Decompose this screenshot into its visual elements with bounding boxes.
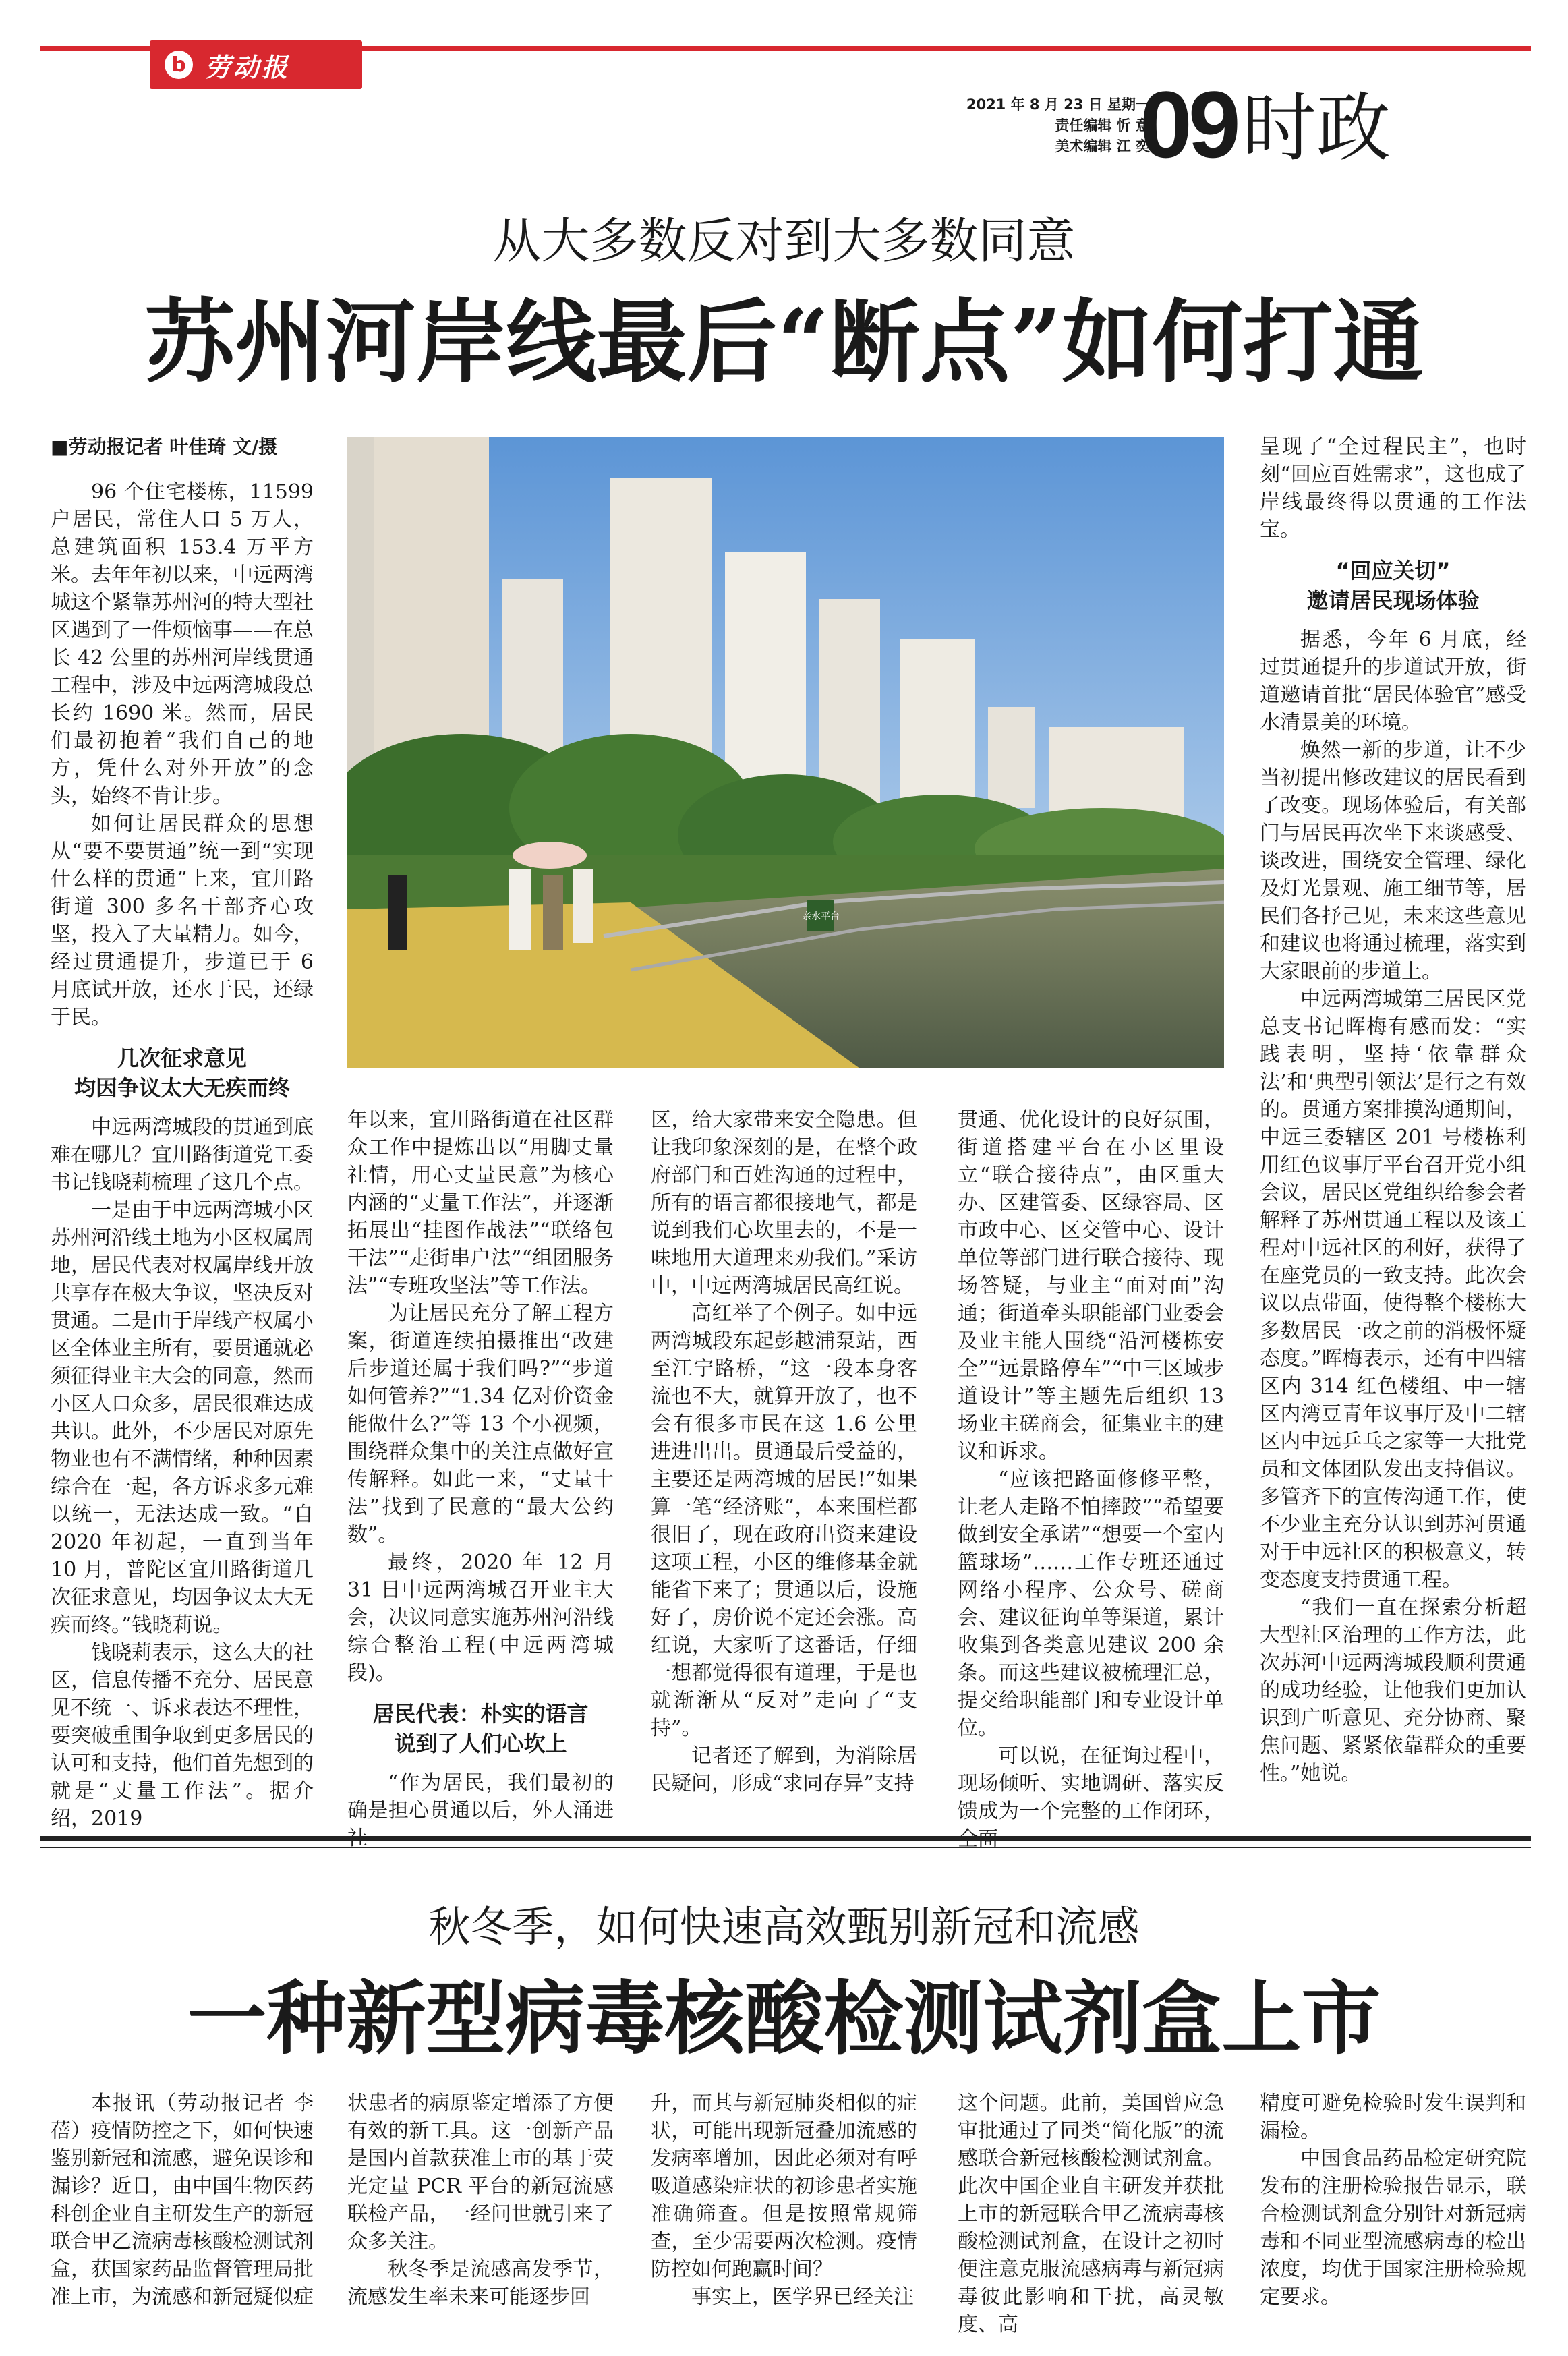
paragraph: 焕然一新的步道，让不少当初提出修改建议的居民看到了改变。现场体验后，有关部门与居民再次坐下来谈感受、谈改进，围绕安全管理、绿化及灯光景观、施工细节等，居民们各抒己见，未来这些意见和建议也将通过梳理，落实到大家眼前的步道上。 — [1260, 739, 1526, 983]
page-number: 09 — [1140, 71, 1237, 177]
newspaper-logo[interactable] — [150, 40, 362, 89]
paragraph: 状患者的病原鉴定增添了方便有效的新工具。这一创新产品是国内首款获准上市的基于荧光定量 PCR 平台的新冠流感联检产品，一经问世就引来了众多关注。 — [347, 2092, 614, 2253]
paragraph: 据悉，今年 6 月底，经过贯通提升的步道试开放，街道邀请首批“居民体验官”感受水清景美的环境。 — [1260, 628, 1526, 735]
paragraph: 可以说，在征询过程中，现场倾听、实地调研、落实反馈成为一个完整的工作闭环， — [958, 1744, 1224, 1823]
article1-column-1 — [51, 433, 314, 1833]
article2-column-2 — [347, 2090, 614, 2311]
article2-headline[interactable]: 一种新型病毒核酸检测试剂盒上市 — [187, 1972, 1381, 2065]
paragraph: 一是由于中远两湾城小区苏州河沿线土地为小区权属周地，居民代表对权属岸线开放共享存在极大争议，坚决反对贯通。二是由于岸线产权属小区全体业主所有，要贯通就必须征得业主大会的同意，然而小区人口众多，居民很难达成共识。此外，不少居民对原先物业也有不满情绪，种种因素综合在一起，各方诉求多元难以统一，无法达成一致。“自 2020 年初起，一直到当年 10 月，普陀区宜川路街道几次征求意见，均因争议太大无疾而终。”钱晓莉说。 — [51, 1199, 314, 1637]
article2-column-3 — [651, 2090, 917, 2311]
paragraph: 钱晓莉表示，这么大的社区，信息传播不充分、居民意见不统一、诉求表达不理性，要突破重围争取到更多居民的认可和支持，他们首先想到的就是“丈量工作法”。据介绍，2019 — [51, 1641, 314, 1831]
paragraph: 区，给大家带来安全隐患。但让我印象深刻的是，在整个政府部门和百姓沟通的过程中，所有的语言都很接地气，都是说到我们心坎里去的，不是一味地用大道理来劝我们。”采访中，中远两湾城居民高红说。 — [651, 1108, 917, 1298]
logo-text: 劳动报 — [205, 52, 291, 82]
paragraph: 年以来，宜川路街道在社区群众工作中提炼出以“用脚丈量社情，用心丈量民意”为核心内涵的“丈量工作法”，并逐渐拓展出“挂图作战法”“联络包干法”“走街串户法”“组团服务法”“专班攻坚法”等工作法。 — [347, 1108, 614, 1298]
article1-column-3 — [651, 1106, 917, 1798]
editor-credit: 责任编辑 忻 意 — [1055, 117, 1150, 134]
paragraph: 精度可避免检验时发生误判和漏检。 — [1260, 2092, 1526, 2143]
article1-kicker: 从大多数反对到大多数同意 — [492, 212, 1076, 269]
issue-date: 2021 年 8 月 23 日 星期一 — [966, 96, 1150, 113]
article1-photo[interactable] — [347, 437, 1224, 1068]
article1-subhead-3: “回应关切” 邀请居民现场体验 — [1306, 558, 1480, 613]
paragraph: 这个问题。此前，美国曾应急审批通过了同类“简化版”的流感联合新冠核酸检测试剂盒。此次中国企业自主研发并获批上市的新冠联合甲乙流病毒核酸检测试剂盒，在设计之初时便注意克服流感病毒与新冠病毒彼此影响和干扰，高灵敏度、高 — [958, 2092, 1224, 2336]
paragraph: 高红举了个例子。如中远两湾城段东起彭越浦泵站，西至江宁路桥，“这一段本身客流也不大，就算开放了，也不会有很多市民在这 1.6 公里进进出出。贯通最后受益的，主要还是两湾城的居民!”如果算一笔“经济账”，本来围栏都很旧了，现在政府出资来建设这项工程，小区的维修基金就能省下来了；贯通以后，设施好了，房价说不定还会涨。高红说，大家听了这番话，仔细一想都觉得很有道理，于是也就渐渐从“反对”走向了“支持”。 — [651, 1302, 917, 1740]
article1-byline: ■劳动报记者 叶佳琦 文/摄 — [51, 436, 278, 458]
article1-headline[interactable]: 苏州河岸线最后“断点”如何打通 — [144, 289, 1424, 395]
article2-column-1 — [51, 2090, 314, 2311]
paragraph: 秋冬季是流感高发季节，流感发生率未来可能逐步回 — [347, 2258, 614, 2309]
article1-column-5 — [1260, 433, 1526, 1787]
paragraph: “我们一直在探索分析超大型社区治理的工作方法，此次苏河中远两湾城段顺利贯通的成功经验，让他我们更加认识到广听意见、充分协商、聚焦问题、紧紧依靠群众的重要性。”她说。 — [1260, 1596, 1526, 1785]
issue-meta — [966, 94, 1150, 157]
section-title: 时政 — [1242, 85, 1391, 171]
paragraph: 升，而其与新冠肺炎相似的症状，可能出现新冠叠加流感的发病率增加，因此必须对有呼吸道感染症状的初诊患者实施准确筛查。但是按照常规筛查，至少需要两次检测。疫情防控如何跑赢时间？ — [651, 2092, 917, 2281]
paragraph: 中远两湾城段的贯通到底难在哪儿？宜川路街道党工委书记钱晓莉梳理了这几个点。 — [51, 1116, 314, 1195]
article1-column-4 — [958, 1106, 1224, 1853]
paragraph: “应该把路面修修平整，让老人走路不怕摔跤”“希望要做到安全承诺”“想要一个室内篮球场”……工作专班还通过网络小程序、公众号、磋商会、建议征询单等渠道，累计收集到各类意见建议 200 余条。而这些建议被梳理汇总，提交给职能部门和专业设计单位。 — [958, 1468, 1224, 1740]
paragraph: 为让居民充分了解工程方案，街道连续拍摄推出“改建后步道还属于我们吗?”“步道如何管养?”“1.34 亿对价资金能做什么?”等 13 个小视频，围绕群众集中的关注点做好宣传解释。如此一来，“丈量十法”找到了民意的“最大公约数”。 — [347, 1302, 614, 1547]
article2-column-5 — [1260, 2090, 1526, 2311]
article-separator-thin — [40, 1847, 1531, 1848]
logo-icon: b — [165, 51, 193, 79]
paragraph: 96 个住宅楼栋，11599 户居民，常住人口 5 万人，总建筑面积 153.4 万平方米。去年年初以来，中远两湾城这个紧靠苏州河的特大型社区遇到了一件烦恼事——在总长 42 公里的苏州河岸线贯通工程中，涉及中远两湾城段总长约 1690 米。然而，居民们最初抱着“我们自己的地方，凭什么对外开放”的念头，始终不肯让步。 — [51, 480, 314, 808]
paragraph: 记者还了解到，为消除居民疑问，形成“求同存异”支持 — [651, 1744, 917, 1795]
article1-subhead-1: 几次征求意见 均因争议太大无疾而终 — [74, 1045, 290, 1101]
article2-kicker: 秋冬季，如何快速高效甄别新冠和流感 — [428, 1902, 1140, 1951]
article-separator — [40, 1836, 1531, 1841]
article1-column-2 — [347, 1106, 614, 1852]
paragraph: 贯通、优化设计的良好氛围，街道搭建平台在小区里设立“联合接待点”，由区重大办、区建管委、区绿容局、区市政中心、区交管中心、设计单位等部门进行联合接待、现场答疑，与业主“面对面”沟通；街道牵头职能部门业委会及业主能人围绕“沿河楼栋安全”“远景路停车”“中三区域步道设计”等主题先后组织 13 场业主磋商会，征集业主的建议和诉求。 — [958, 1108, 1224, 1464]
paragraph: “作为居民，我们最初的确是担心贯通以后，外人涌进 — [347, 1771, 614, 1822]
article2-column-4 — [958, 2090, 1224, 2338]
paragraph: 最终，2020 年 12 月 31 日中远两湾城召开业主大会，决议同意实施苏州河沿线综合整治工程(中远两湾城段)。 — [347, 1551, 614, 1685]
riverside-walkway-photo — [347, 437, 1224, 1068]
paragraph: 本报讯（劳动报记者 李蓓）疫情防控之下，如何快速鉴别新冠和流感，避免误诊和漏诊？近日，由中国生物医药科创企业自主研发生产的新冠联合甲乙流病毒核酸检测试剂盒，获国家药品监督管理局批准上市，为流感和新冠疑似症 — [51, 2092, 314, 2309]
paragraph: 中国食品药品检定研究院发布的注册检验报告显示，联合检测试剂盒分别针对新冠病毒和不同亚型流感病毒的检出浓度，均优于国家注册检验规定要求。 — [1260, 2147, 1526, 2309]
photo-sign: 亲水平台 — [802, 911, 840, 922]
article1-subhead-2: 居民代表：朴实的语言 说到了人们心坎上 — [372, 1701, 589, 1756]
art-editor-credit: 美术编辑 江 奕 — [1055, 138, 1150, 154]
paragraph: 呈现了“全过程民主”，也时刻“回应百姓需求”，这也成了岸线最终得以贯通的工作法宝。 — [1260, 435, 1526, 542]
paragraph: 中远两湾城第三居民区党总支书记晖梅有感而发：“实践表明，坚持‘依靠群众法’和‘典型引领法’是行之有效的。贯通方案排摸沟通期间，中远三委辖区 201 号楼栋利用红色议事厅平台召开党小组会议，居民区党组织给参会者解释了苏州贯通工程以及该工程对中远社区的利好，获得了在座党员的一致支持。此次会议以点带面，使得整个楼栋大多数居民一改之前的消极怀疑态度。”晖梅表示，还有中四辖区内 314 红色楼组、中一辖区内湾豆青年议事厅及中二辖区内中远乒乓之家等一大批党员和文体团队发出支持倡议。多管齐下的宣传沟通工作，使不少业主充分认识到苏河贯通对于中远社区的积极意义，转变态度支持贯通工程。 — [1260, 987, 1526, 1592]
paragraph: 如何让居民群众的思想从“要不要贯通”统一到“实现什么样的贯通”上来，宜川路街道 300 多名干部齐心攻坚，投入了大量精力。如今，经过贯通提升，步道已于 6 月底试开放，还水于民，还绿于民。 — [51, 812, 314, 1029]
paragraph: 事实上，医学界已经关注 — [691, 2285, 914, 2309]
